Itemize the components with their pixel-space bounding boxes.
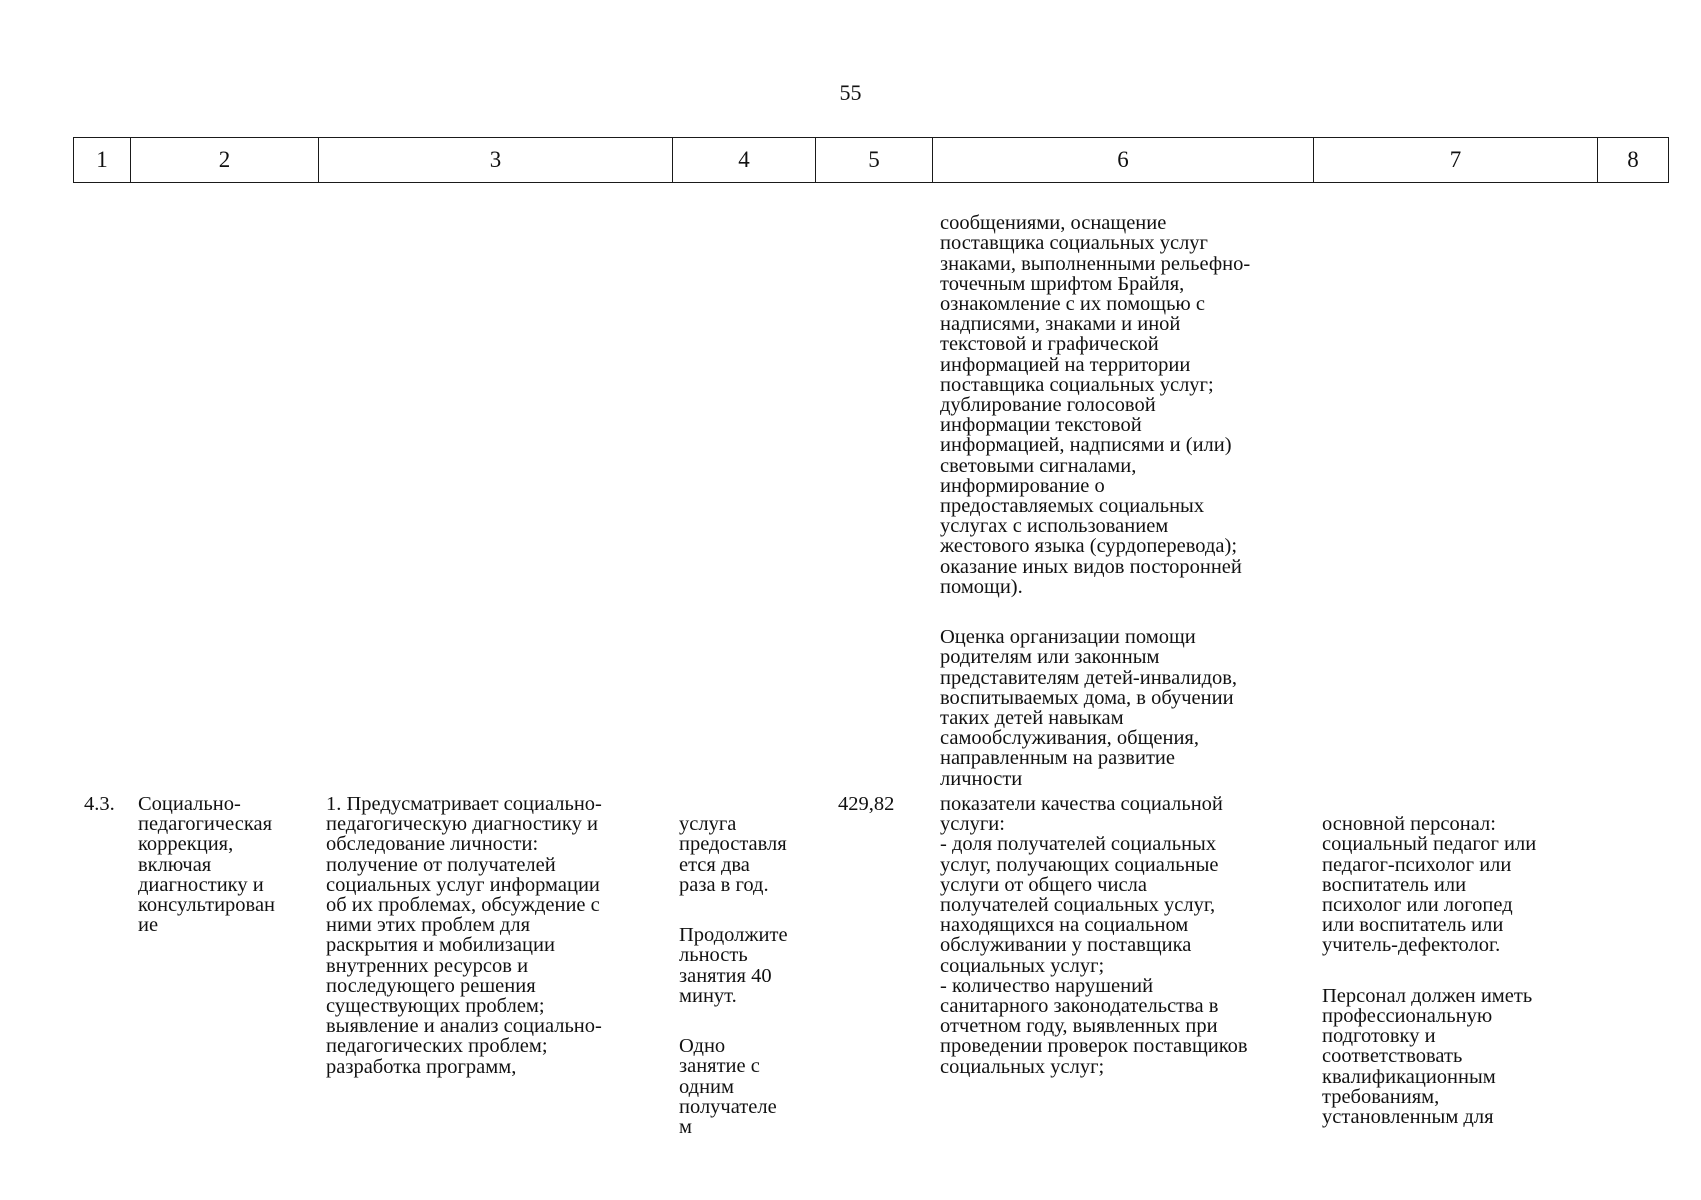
service-description: 1. Предусматривает социально- педагогическую диагностику и обследование личности: получение от получателей социальных услуг информации об их проблемах, обсуждение с ними этих проблем для раскрытия и мобилизации внутренних ресурсов и последующего решения существующих проблем; выявление и анализ социально- педагогических проблем; разработка программ, bbox=[326, 793, 602, 1078]
column-header-5: 5 bbox=[816, 138, 933, 183]
column-header-row bbox=[74, 138, 1669, 183]
continuation-paragraph-1: сообщениями, оснащение поставщика социальных услуг знаками, выполненными рельефно- точечным шрифтом Брайля, ознакомление с их помощью с надписями, знаками и иной текстовой и графической информацией на территории поставщика социальных услуг; дублирование голосовой информации текстовой информацией, надписями и (или) световыми сигналами, информирование о предоставляемых социальных услугах с использованием жестового языка (сурдоперевода); оказание иных видов посторонней помощи). bbox=[940, 212, 1251, 598]
staff-requirements bbox=[1322, 794, 1612, 1127]
frequency-paragraph-1: услуга предоставля ется два раза в год. bbox=[679, 813, 787, 896]
paragraph-gap bbox=[940, 597, 1320, 607]
column-header-1: 1 bbox=[74, 138, 131, 183]
service-frequency bbox=[679, 794, 819, 1137]
frequency-paragraph-2: Продолжите льность занятия 40 минут. bbox=[679, 924, 788, 1007]
continuation-quality-text bbox=[940, 193, 1320, 789]
column-header-7: 7 bbox=[1314, 138, 1598, 183]
continuation-paragraph-2: Оценка организации помощи родителям или законным представителям детей-инвалидов, воспитываемых дома, в обучении таких детей навыкам самообслуживания, общения, направленным на развитие личности bbox=[940, 626, 1238, 790]
column-header-table bbox=[73, 137, 1669, 183]
column-header-8: 8 bbox=[1598, 138, 1669, 183]
row-number: 4.3. bbox=[84, 793, 115, 815]
service-name: Социально- педагогическая коррекция, включая диагностику и консультирован ие bbox=[138, 793, 276, 937]
frequency-paragraph-3: Одно занятие с одним получателе м bbox=[679, 1035, 777, 1139]
page-number: 55 bbox=[839, 80, 862, 105]
service-price: 429,82 bbox=[838, 793, 895, 815]
paragraph-gap bbox=[679, 895, 819, 905]
paragraph-gap bbox=[679, 1006, 819, 1016]
staff-paragraph-2: Персонал должен иметь профессиональную подготовку и соответствовать квалификационным требованиям, установленным для bbox=[1322, 984, 1533, 1129]
column-header-6: 6 bbox=[933, 138, 1314, 183]
quality-indicators: показатели качества социальной услуги: - доля получателей социальных услуг, получающих социальные услуги от общего числа получателей социальных услуг, находящихся на социальном обслуживании у поставщика социальных услуг; - количество нарушений санитарного законодательства в отчетном году, выявленных при проведении проверок поставщиков социальных услуг; bbox=[940, 793, 1248, 1078]
column-header-2: 2 bbox=[131, 138, 319, 183]
staff-paragraph-1: основной персонал: социальный педагог или педагог-психолог или воспитатель или психолог или логопед или воспитатель или учитель-дефектолог. bbox=[1322, 813, 1537, 957]
column-header-3: 3 bbox=[319, 138, 673, 183]
paragraph-gap bbox=[1322, 956, 1612, 966]
column-header-4: 4 bbox=[673, 138, 816, 183]
